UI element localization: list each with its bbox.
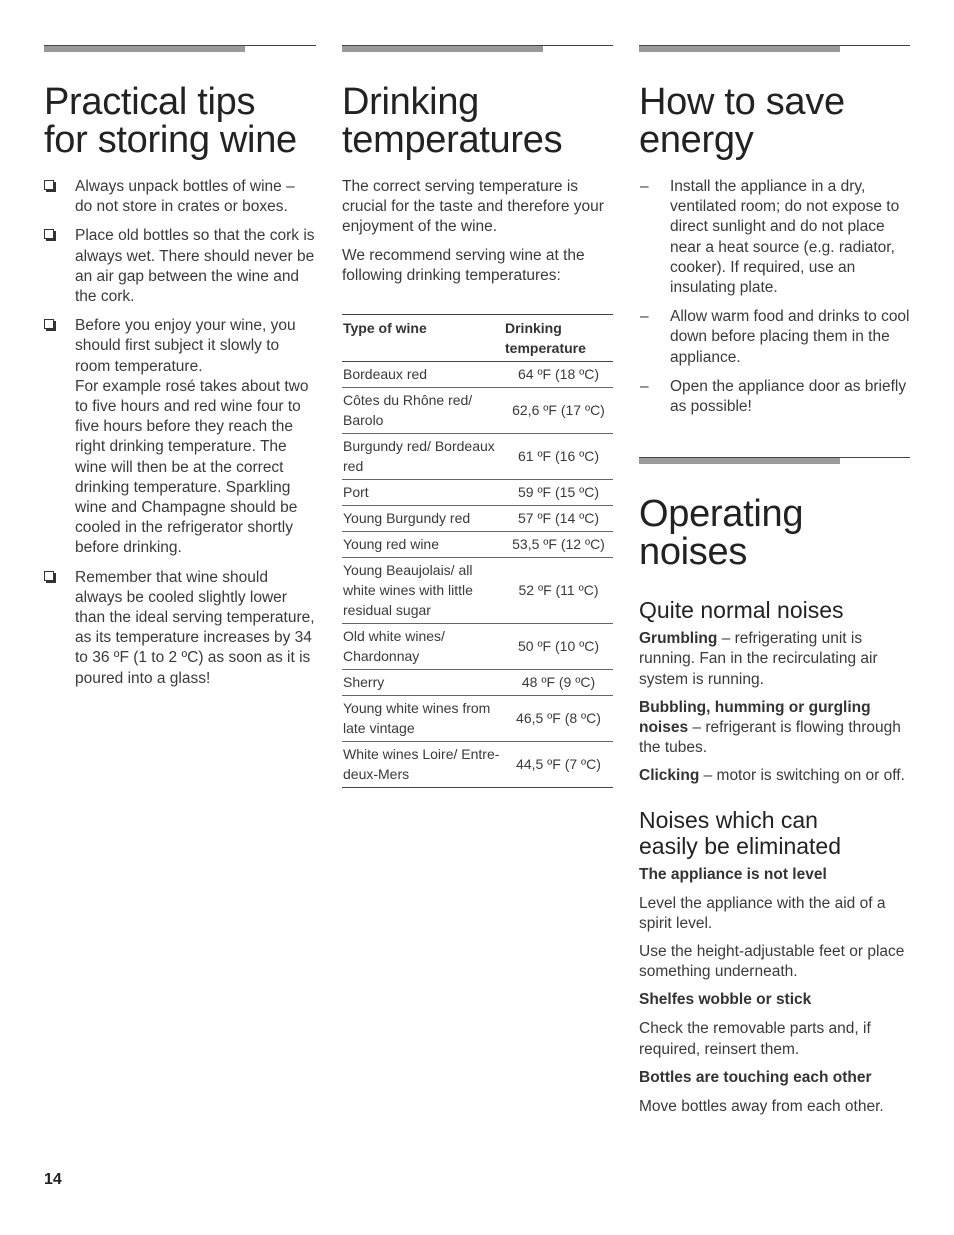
list-item-text: Always unpack bottles of wine – do not store in crates or boxes. xyxy=(75,178,295,216)
title-line: Operating xyxy=(639,493,804,536)
column-drinking-temperatures xyxy=(342,45,613,788)
header-line: Drinking xyxy=(505,320,562,337)
table-row xyxy=(342,388,613,434)
dash-bullet-icon: – xyxy=(640,178,649,195)
drinking-temperatures-title xyxy=(342,83,613,159)
temperature-cell: 59 ºF (15 ºC) xyxy=(504,480,613,506)
list-item-text: Remember that wine should always be cooled slightly lower than the ideal serving temperature, as its temperature increases by 34 to 36 ºF (1 to 2 ºC) as soon as it is poured into a glass! xyxy=(75,568,315,687)
wine-cell: Côtes du Rhône red/ Barolo xyxy=(342,388,504,434)
title-line: Drinking xyxy=(342,81,479,123)
wine-cell: Sherry xyxy=(342,670,504,696)
paragraph: Move bottles away from each other. xyxy=(639,1097,884,1115)
list-item xyxy=(44,316,316,558)
noise-term: Clicking xyxy=(639,767,700,785)
section-rule xyxy=(639,457,910,465)
noise-term: Grumbling xyxy=(639,630,718,648)
noise-description: – refrigerating unit is running. Fan in the recirculating air system is running. xyxy=(639,630,878,688)
list-item xyxy=(44,226,316,307)
paragraph: Check the removable parts and, if required, reinsert them. xyxy=(639,1020,871,1058)
dash-bullet-icon: – xyxy=(640,308,649,326)
title-line: How to save xyxy=(639,81,845,123)
title-line: noises xyxy=(639,531,748,574)
wine-cell: Bordeaux red xyxy=(342,362,504,388)
table-row xyxy=(342,362,613,388)
paragraph: Level the appliance with the aid of a spirit level. xyxy=(639,894,886,932)
storing-tips-title xyxy=(44,83,316,159)
table-row xyxy=(342,532,613,558)
noise-description: – refrigerant is flowing through the tubes. xyxy=(639,719,901,757)
temperature-cell: 52 ºF (11 ºC) xyxy=(504,558,613,624)
checkbox-bullet-icon xyxy=(44,180,54,190)
table-row xyxy=(342,558,613,624)
table-row xyxy=(342,624,613,670)
table-row xyxy=(342,742,613,788)
noise-entry xyxy=(639,766,910,786)
title-line: Practical tips xyxy=(44,81,256,123)
wine-cell: Young Beaujolais/ all white wines with little residual sugar xyxy=(342,558,504,624)
temperature-cell: 53,5 ºF (12 ºC) xyxy=(504,532,613,558)
noise-entry xyxy=(639,698,910,759)
temperature-cell: 48 ºF (9 ºC) xyxy=(504,670,613,696)
intro-paragraph: The correct serving temperature is crucial for the taste and therefore your enjoyment of the wine. xyxy=(342,178,604,236)
temperature-cell: 61 ºF (16 ºC) xyxy=(504,434,613,480)
wine-cell: Young white wines from late vintage xyxy=(342,696,504,742)
section-rule xyxy=(639,45,910,53)
list-item xyxy=(639,377,910,417)
table-row xyxy=(342,696,613,742)
wine-cell: Young red wine xyxy=(342,532,504,558)
noise-term: Bubbling, humming or gurgling noises xyxy=(639,698,871,737)
wine-cell: Burgundy red/ Bordeaux red xyxy=(342,434,504,480)
temperature-cell: 44,5 ºF (7 ºC) xyxy=(504,742,613,788)
normal-noises-heading: Quite normal noises xyxy=(639,597,844,624)
subheading-not-level: The appliance is not level xyxy=(639,865,827,883)
wine-cell: Old white wines/ Chardonnay xyxy=(342,624,504,670)
wine-cell: Young Burgundy red xyxy=(342,506,504,532)
operating-noises-title xyxy=(639,493,910,574)
header-line: temperature xyxy=(505,340,586,357)
checkbox-bullet-icon xyxy=(44,229,54,239)
temperature-cell: 57 ºF (14 ºC) xyxy=(504,506,613,532)
intro-paragraph: We recommend serving wine at the following drinking temperatures: xyxy=(342,246,585,284)
title-line: for storing wine xyxy=(44,119,297,161)
page-number: 14 xyxy=(44,1171,62,1188)
list-item-text: For example rosé takes about two to five hours and red wine four to five hours before they reach the right drinking temperature. The wine will then be at the correct drinking temperature. Sparkling wine and Champagne should be cooled in the refrigerator shortly before drinking. xyxy=(75,377,309,557)
title-line: energy xyxy=(639,119,754,161)
column-storing-tips xyxy=(44,45,316,698)
checkbox-bullet-icon xyxy=(44,319,54,329)
wine-cell: Port xyxy=(342,480,504,506)
table-header-row xyxy=(342,315,613,362)
paragraph: Use the height-adjustable feet or place something underneath. xyxy=(639,943,905,981)
column-header-type: Type of wine xyxy=(342,315,504,362)
energy-tips-list xyxy=(639,177,910,417)
heading-line: Noises which can xyxy=(639,806,818,833)
list-item-text: Before you enjoy your wine, you should first subject it slowly to room temperature. xyxy=(75,317,296,375)
list-item-text: Allow warm food and drinks to cool down before placing them in the appliance. xyxy=(670,308,910,366)
section-rule xyxy=(44,45,316,53)
subheading-shelves: Shelfes wobble or stick xyxy=(639,991,812,1009)
wine-cell: White wines Loire/ Entre-deux-Mers xyxy=(342,742,504,788)
list-item xyxy=(639,177,910,298)
heading-line: easily be eliminated xyxy=(639,832,842,859)
column-header-temperature xyxy=(504,315,613,362)
noise-entry xyxy=(639,629,910,690)
checkbox-bullet-icon xyxy=(44,571,54,581)
dash-bullet-icon: – xyxy=(640,377,649,395)
temperature-cell: 64 ºF (18 ºC) xyxy=(504,362,613,388)
column-energy-noises xyxy=(639,45,910,1125)
wine-temperature-table xyxy=(342,314,613,788)
table-row xyxy=(342,434,613,480)
subheading-bottles: Bottles are touching each other xyxy=(639,1068,872,1086)
temperature-cell: 50 ºF (10 ºC) xyxy=(504,624,613,670)
storing-tips-list xyxy=(44,177,316,689)
list-item xyxy=(44,177,316,217)
temperature-cell: 62,6 ºF (17 ºC) xyxy=(504,388,613,434)
save-energy-title xyxy=(639,83,910,159)
list-item xyxy=(44,568,316,689)
temperature-cell: 46,5 ºF (8 ºC) xyxy=(504,696,613,742)
section-rule xyxy=(342,45,613,53)
noise-description: – motor is switching on or off. xyxy=(699,767,905,785)
title-line: temperatures xyxy=(342,119,563,161)
list-item xyxy=(639,307,910,368)
eliminable-noises-heading xyxy=(639,807,910,859)
table-row xyxy=(342,506,613,532)
list-item-text: Place old bottles so that the cork is always wet. There should never be an air gap between the wine and the cork. xyxy=(75,227,315,306)
list-item-text: Open the appliance door as briefly as possible! xyxy=(670,377,907,416)
table-row xyxy=(342,480,613,506)
table-row xyxy=(342,670,613,696)
list-item-text: Install the appliance in a dry, ventilated room; do not expose to direct sunlight and do not place near a heat source (e.g. radiator, cooker). If required, use an insulating plate. xyxy=(670,178,900,297)
